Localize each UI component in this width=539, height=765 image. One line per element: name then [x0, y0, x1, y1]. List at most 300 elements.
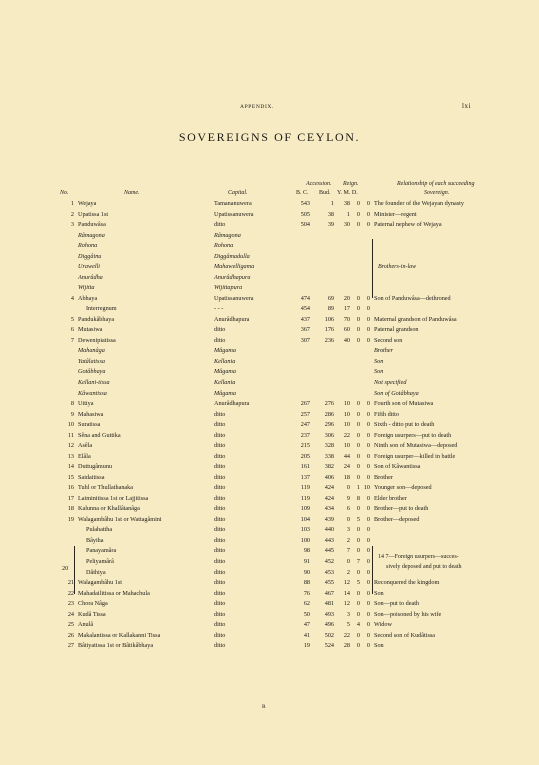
reign-years: 0 [346, 515, 350, 523]
reign-months: 0 [356, 610, 360, 618]
col-reign: Reign. [343, 181, 359, 187]
reign-months: 0 [356, 305, 360, 313]
relationship: Fifth ditto [374, 410, 399, 418]
reign-days: 0 [366, 547, 370, 555]
accession-bud: 443 [324, 536, 334, 544]
reign-months: 0 [356, 421, 360, 429]
reign-days: 0 [366, 505, 370, 513]
table-row [0, 357, 539, 367]
table-row [0, 494, 539, 504]
row-number: 21 [67, 579, 74, 587]
capital: ditto [214, 547, 226, 555]
table-row [0, 483, 539, 493]
accession-bc: 257 [300, 410, 310, 418]
accession-bud: 502 [324, 631, 334, 639]
accession-bud: 1 [330, 200, 334, 207]
accession-bud: 452 [324, 558, 334, 566]
capital: Mahawelligama [214, 263, 255, 271]
reign-days: 0 [366, 536, 370, 544]
sovereign-name: Walagambâhu 1st [78, 579, 123, 587]
sovereign-name: Bâtiyatissa 1st or Bâtikâbhaya [78, 642, 154, 650]
capital: Mâgama [214, 389, 236, 397]
accession-bc: 62 [303, 600, 310, 608]
accession-bc: 41 [303, 631, 310, 639]
reign-months: 0 [356, 210, 360, 218]
reign-years: 7 [346, 547, 350, 555]
table-row [0, 315, 539, 325]
capital: Tamananuwera [214, 200, 252, 207]
row-number: 19 [67, 515, 74, 523]
reign-months: 0 [356, 547, 360, 555]
reign-years: 10 [343, 400, 350, 408]
reign-days: 0 [366, 515, 370, 523]
capital: Anurâdhapura [214, 315, 250, 323]
sovereign-name: Sêna and Guttika [78, 431, 121, 439]
table-row [0, 504, 539, 514]
reign-months: 0 [356, 536, 360, 544]
reign-years: 14 [343, 589, 350, 597]
relationship: Brother [374, 473, 393, 481]
reign-years: 0 [346, 558, 350, 566]
capital: ditto [214, 536, 226, 544]
capital: ditto [214, 421, 226, 429]
reign-years: 10 [343, 421, 350, 429]
table-row [0, 399, 539, 409]
accession-bc: 109 [300, 505, 310, 513]
reign-days: 0 [366, 452, 370, 460]
capital: Anurâdhapura [214, 400, 250, 408]
relationship: Foreign usurper—killed in battle [374, 452, 456, 460]
accession-bc: 247 [300, 421, 310, 429]
relationship: Son [374, 642, 384, 650]
accession-bud: 69 [327, 294, 334, 302]
relationship: Ninth son of Mutasiwa—deposed [374, 442, 458, 450]
reign-months: 0 [356, 526, 360, 534]
accession-bud: 176 [324, 326, 334, 334]
table-row [0, 525, 539, 535]
sovereign-name: Mahadailitissa or Mahachula [78, 589, 150, 597]
accession-bud: 424 [324, 484, 334, 492]
row-number: 13 [67, 452, 74, 460]
accession-bc: 161 [300, 463, 310, 471]
reign-years: 18 [343, 473, 350, 481]
relationship: Reconquered the kingdom [374, 579, 440, 587]
reign-days: 0 [366, 526, 370, 534]
accession-bc: 367 [300, 326, 310, 334]
relationship: Son of Gotâbhaya [374, 389, 419, 397]
capital: Wijittapura [214, 284, 243, 292]
relationship: Younger son—deposed [374, 484, 432, 492]
reign-days: 10 [363, 484, 370, 492]
accession-bud: 39 [327, 221, 334, 229]
table-row [0, 473, 539, 483]
table-row [0, 599, 539, 609]
relationship: Widow [374, 621, 392, 629]
row-number: 7 [70, 336, 74, 344]
reign-days: 0 [366, 221, 370, 229]
capital: Anurâdhapura [214, 273, 251, 281]
reign-days: 0 [366, 600, 370, 608]
accession-bud: 493 [324, 610, 334, 618]
accession-bc: 205 [300, 452, 310, 460]
sovereign-name: Dewenipiatissa [78, 336, 116, 344]
row-number: 3 [70, 221, 74, 229]
reign-months: 0 [356, 315, 360, 323]
reign-years: 3 [346, 610, 350, 618]
sovereign-name: Dâthiya [86, 568, 106, 576]
accession-bc: 119 [300, 484, 310, 492]
reign-years: 2 [346, 568, 350, 576]
accession-bc: 474 [300, 294, 310, 302]
table-row [0, 294, 539, 304]
relationship: Son—poisoned by his wife [374, 610, 442, 618]
accession-bud: 106 [324, 315, 334, 323]
row-number: 26 [67, 631, 74, 639]
capital: Mâgama [214, 347, 236, 355]
capital: ditto [214, 505, 226, 513]
accession-bc: 100 [300, 536, 310, 544]
reign-months: 0 [356, 463, 360, 471]
reign-days: 0 [366, 305, 370, 313]
col-bc: B. C. [296, 190, 309, 196]
table-row [0, 241, 539, 251]
reign-days: 0 [366, 568, 370, 576]
sovereign-name: Panduwâsa [78, 221, 106, 229]
reign-years: 40 [343, 336, 350, 344]
capital: ditto [214, 410, 226, 418]
reign-days: 0 [366, 473, 370, 481]
reign-months: 0 [356, 589, 360, 597]
capital: Upatissanuwera [214, 294, 254, 302]
brothers-in-law-label: Brothers-in-law [378, 264, 417, 270]
sovereign-name: Asêla [78, 442, 93, 450]
relationship: Elder brother [374, 494, 407, 502]
sovereign-name: Bâyiha [86, 536, 104, 544]
reign-days: 0 [366, 621, 370, 629]
reign-years: 10 [343, 410, 350, 418]
accession-bud: 439 [324, 515, 334, 523]
accession-bud: 453 [324, 568, 334, 576]
reign-days: 0 [366, 579, 370, 587]
reign-months: 0 [356, 442, 360, 450]
table-row [0, 273, 539, 283]
reign-days: 0 [366, 400, 370, 408]
row-number: 25 [67, 621, 74, 629]
table-row [0, 199, 539, 209]
table-row [0, 283, 539, 293]
accession-bc: 50 [303, 610, 310, 618]
reign-years: 24 [343, 463, 350, 471]
accession-bc: 215 [300, 442, 310, 450]
accession-bc: 47 [303, 621, 310, 629]
table-row [0, 252, 539, 262]
capital: ditto [214, 558, 226, 566]
reign-days: 0 [366, 631, 370, 639]
row-number: 17 [67, 494, 74, 502]
accession-bud: 276 [324, 400, 334, 408]
row-number: 12 [67, 442, 74, 450]
reign-days: 0 [366, 558, 370, 566]
accession-bc: 307 [300, 336, 310, 344]
relationship: Second son of Kudâtissa [374, 631, 436, 639]
sovereign-name: Walagambâhu 1st or Wattagâmini [78, 515, 162, 523]
table-row [0, 410, 539, 420]
relationship: The founder of the Wejayan dynasty [374, 200, 464, 207]
sovereign-name: Anulâ [78, 621, 94, 629]
relationship: Brother—put to death [374, 505, 429, 513]
accession-bud: 89 [327, 305, 334, 313]
row-number: 14 [67, 463, 74, 471]
capital: Râmagona [214, 231, 241, 239]
reign-years: 38 [343, 200, 350, 207]
table-row [0, 631, 539, 641]
capital: ditto [214, 610, 226, 618]
sovereign-name: Urawelli [78, 263, 101, 271]
sovereign-name: Rohona [78, 242, 98, 250]
reign-months: 8 [356, 494, 360, 502]
sovereign-name: Mahasiwa [78, 410, 104, 418]
relationship: Son of Kâwantissa [374, 463, 421, 471]
usurpers-right-brace [372, 546, 373, 594]
sovereign-name: Pandukâbhaya [78, 315, 115, 323]
accession-bc: 505 [300, 210, 310, 218]
capital: ditto [214, 473, 226, 481]
table-row [0, 304, 539, 314]
reign-months: 0 [356, 631, 360, 639]
accession-bud: 455 [324, 579, 334, 587]
reign-days: 0 [366, 315, 370, 323]
relationship: Son [374, 589, 384, 597]
relationship: Brother [374, 347, 394, 355]
reign-days: 0 [366, 326, 370, 334]
row-number-20: 20 [62, 565, 69, 572]
capital: Kellania [214, 379, 236, 386]
reign-days: 0 [366, 642, 370, 650]
accession-bc: 137 [300, 473, 310, 481]
table-row [0, 220, 539, 230]
table-row [0, 378, 539, 388]
accession-bc: 103 [300, 526, 310, 534]
capital: Diggâmadulla [214, 252, 250, 260]
accession-bud: 424 [324, 494, 334, 502]
table-row [0, 610, 539, 620]
reign-years: 17 [343, 305, 350, 313]
table-row [0, 462, 539, 472]
reign-months: 5 [356, 579, 360, 587]
accession-bud: 338 [324, 452, 334, 460]
sovereign-name: Suratissa [78, 421, 101, 429]
table-row [0, 210, 539, 220]
reign-days: 0 [366, 494, 370, 502]
reign-days: 0 [366, 410, 370, 418]
sovereign-name: Peliyamârâ [86, 558, 114, 566]
sovereign-name: Makalantissa or Kallakanni Tissa [78, 631, 161, 639]
capital: ditto [214, 642, 226, 650]
row-number: 9 [70, 410, 74, 418]
reign-months: 0 [356, 505, 360, 513]
reign-months: 0 [356, 326, 360, 334]
accession-bud: 445 [324, 547, 334, 555]
reign-years: 22 [343, 631, 350, 639]
capital: ditto [214, 326, 226, 334]
col-relationship-2: Sovereign. [424, 190, 450, 196]
capital: ditto [214, 442, 226, 450]
relationship: Son [374, 368, 384, 376]
sovereign-name: Interregnum [86, 305, 117, 313]
relationship: Paternal nephew of Wejaya [374, 221, 442, 229]
reign-years: 0 [346, 484, 350, 492]
relationship: Brother—deposed [374, 515, 420, 523]
reign-months: 0 [356, 642, 360, 650]
reign-years: 12 [343, 579, 350, 587]
capital: Upatissanuwera [214, 210, 254, 218]
sovereign-name: Tuhl or Thullathanaka [78, 484, 133, 492]
table-row [0, 578, 539, 588]
reign-days: 0 [366, 294, 370, 302]
sovereign-name: Mahanâga [78, 347, 105, 355]
row-number: 23 [67, 600, 74, 608]
accession-bud: 434 [324, 505, 334, 513]
accession-bc: 76 [303, 589, 310, 597]
signature-mark: R [262, 704, 266, 710]
table-row [0, 420, 539, 430]
reign-years: 30 [343, 221, 350, 229]
capital: ditto [214, 336, 226, 344]
sovereign-name: Upatissa 1st [78, 210, 109, 218]
reign-years: 2 [346, 536, 350, 544]
row-number: 16 [67, 484, 74, 492]
table-row [0, 389, 539, 399]
usurpers-note-line-2: sively deposed and put to death [386, 564, 462, 570]
accession-bud: 481 [324, 600, 334, 608]
reign-days: 0 [366, 431, 370, 439]
sovereign-name: Anurâdha [78, 273, 103, 281]
row-number: 22 [67, 589, 74, 597]
accession-bc: 237 [300, 431, 310, 439]
relationship: Son of Panduwâsa—dethroned [374, 294, 451, 302]
accession-bc: 267 [300, 400, 310, 408]
brothers-in-law-brace [372, 239, 373, 298]
capital: ditto [214, 494, 226, 502]
row-number: 8 [70, 400, 74, 408]
reign-months: 0 [356, 221, 360, 229]
sovereign-name: Wijitta [78, 284, 95, 292]
sovereign-name: Kalunna or Khallâtanâga [78, 505, 140, 513]
accession-bud: 524 [324, 642, 334, 650]
capital: ditto [214, 452, 226, 460]
reign-days: 0 [366, 610, 370, 618]
relationship: Sixth - ditto put to death [374, 421, 435, 429]
relationship: Minister—regent [374, 210, 417, 218]
reign-years: 5 [346, 621, 350, 629]
sovereign-name: Abhaya [78, 294, 98, 302]
reign-years: 3 [346, 526, 350, 534]
reign-months: 0 [356, 410, 360, 418]
table-row [0, 325, 539, 335]
row-number: 15 [67, 473, 74, 481]
reign-years: 28 [343, 642, 350, 650]
table-row [0, 515, 539, 525]
accession-bud: 382 [324, 463, 334, 471]
reign-years: 10 [343, 442, 350, 450]
sovereign-name: Yatâlatissa [78, 357, 105, 365]
reign-months: 0 [356, 600, 360, 608]
col-bud: Bud. [319, 190, 331, 196]
reign-years: 20 [343, 294, 350, 302]
capital: Mâgama [214, 368, 236, 376]
reign-months: 0 [356, 200, 360, 207]
row-number: 4 [70, 294, 74, 302]
accession-bc: 543 [300, 200, 310, 207]
sovereign-name: Panayamâra [86, 547, 117, 555]
sovereign-name: Duttugâmunu [78, 463, 113, 471]
accession-bud: 406 [324, 473, 334, 481]
sovereign-name: Kudâ Tissa [78, 610, 106, 618]
table-row [0, 431, 539, 441]
relationship: Second son [374, 336, 403, 344]
accession-bud: 306 [324, 431, 334, 439]
reign-days: 0 [366, 442, 370, 450]
capital: ditto [214, 600, 226, 608]
table-row [0, 589, 539, 599]
capital: ditto [214, 484, 226, 492]
reign-months: 0 [356, 294, 360, 302]
sovereign-name: Kâwantissa [78, 389, 107, 397]
reign-months: 1 [356, 484, 360, 492]
reign-years: 70 [343, 315, 350, 323]
sovereign-name: Chora Nâga [78, 600, 108, 608]
col-ymd: Y. M. D. [337, 190, 358, 196]
capital: ditto [214, 515, 226, 523]
table-row [0, 536, 539, 546]
page-number: lxi [462, 102, 472, 110]
table-row [0, 441, 539, 451]
reign-days: 0 [366, 421, 370, 429]
reign-months: 5 [356, 515, 360, 523]
capital: ditto [214, 579, 226, 587]
accession-bc: 88 [303, 579, 310, 587]
accession-bc: 98 [303, 547, 310, 555]
reign-days: 0 [366, 336, 370, 344]
sovereign-name: Pulahattha [86, 526, 113, 534]
accession-bud: 328 [324, 442, 334, 450]
table-row [0, 620, 539, 630]
sovereign-name: Elâla [78, 452, 91, 460]
col-accession: Accession. [306, 181, 332, 187]
accession-bud: 296 [324, 421, 334, 429]
sovereign-name: Râmagona [78, 231, 105, 239]
reign-years: 12 [343, 600, 350, 608]
row-number: 2 [70, 210, 74, 218]
running-header-left: APPENDIX. [240, 104, 274, 110]
table-row [0, 346, 539, 356]
row-number: 27 [67, 642, 74, 650]
row-number: 10 [67, 421, 74, 429]
col-name: Name. [124, 190, 140, 196]
accession-bc: 504 [300, 221, 310, 229]
relationship: Fourth son of Mutasiwa [374, 400, 434, 408]
capital: ditto [214, 221, 226, 229]
reign-years: 44 [343, 452, 350, 460]
reign-months: 0 [356, 568, 360, 576]
reign-years: 60 [343, 326, 350, 334]
capital: ditto [214, 589, 226, 597]
table-row [0, 367, 539, 377]
sovereign-name: Laiminitissa 1st or Lajjitissa [78, 494, 149, 502]
reign-years: 9 [346, 494, 350, 502]
accession-bud: 38 [327, 210, 334, 218]
table-row [0, 641, 539, 651]
